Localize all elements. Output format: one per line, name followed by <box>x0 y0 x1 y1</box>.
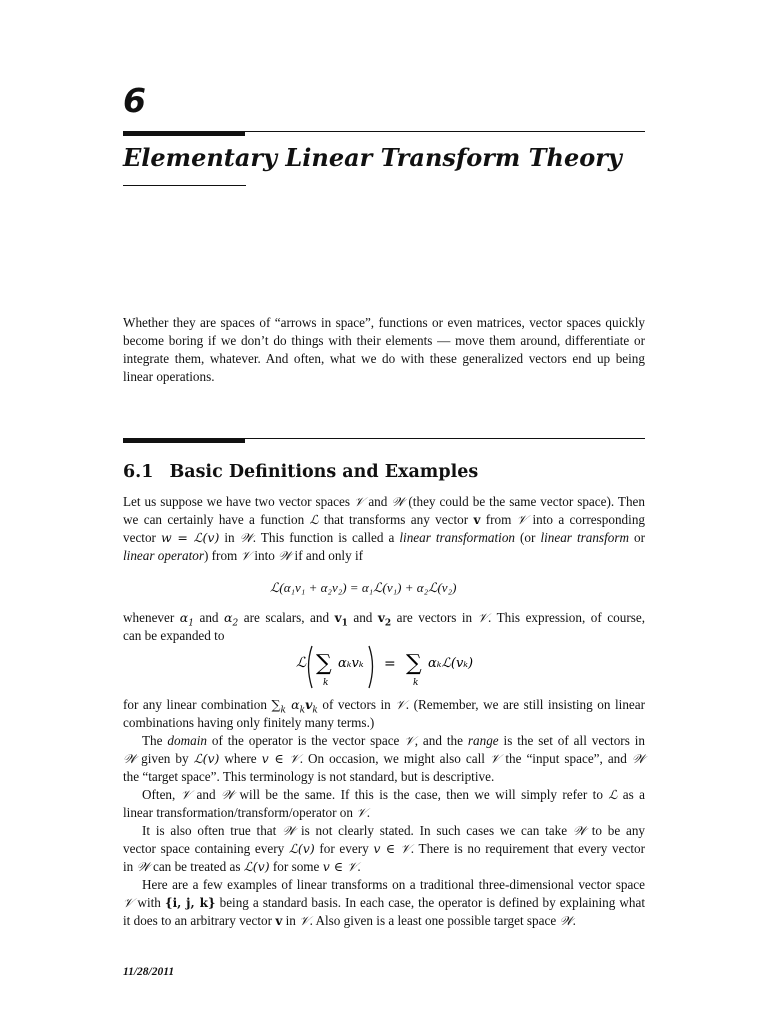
main-line-9: vector space containing every ℒ(v) for every v ∈ 𝒱. There is no requirement that every vector <box>123 841 645 856</box>
main-line-3: The domain of the operator is the vector space 𝒱, and the range is the set of all vectors in <box>142 733 645 748</box>
paragraph-main <box>123 696 645 930</box>
section-rule-thin <box>245 438 645 439</box>
eq2-rhs: αₖℒ(vₖ) <box>428 656 474 671</box>
def-line-1: Let us suppose we have two vector spaces 𝒱 and 𝒲 (they could be the same vector space). Then <box>123 494 645 509</box>
space-W-symbol: 𝒲 <box>391 494 405 509</box>
lincomb-symbol: $\sum_k$ $\alpha_kv_k$ <box>271 697 318 716</box>
equation-linearity: ℒ(α₁v₁ + α₂v₂) = α₁ℒ(v₁) + α₂ℒ(v₂) <box>270 580 457 595</box>
eq2-operator: ℒ <box>296 655 307 671</box>
main-line-1: for any linear combination $\sum_k$ $\alpha_kv_k$ of vectors in 𝒱. (Remember, we are still insisting on linear <box>123 697 646 716</box>
chapter-rule-thin <box>245 131 645 132</box>
section-heading <box>123 462 478 482</box>
equation-sum <box>296 642 536 692</box>
paragraph-definition <box>123 493 645 565</box>
def-line-2: we can certainly have a function ℒ that transforms any vector v from 𝒱 into a corresponding <box>123 512 646 527</box>
eq2-sum-left-index: k <box>323 678 329 688</box>
main-line-5: the “target space”. This terminology is not standard, but is descriptive. <box>123 769 495 784</box>
w-equals-Lv: w = ℒ(v) <box>160 530 220 545</box>
eq2-equals: = <box>384 656 396 672</box>
intro-line-3: integrate them, whatever. And often, what we do with these generalized vectors end up being <box>123 351 645 366</box>
term-linear-transform: linear transform <box>540 530 629 545</box>
space-V-symbol: 𝒱 <box>353 494 365 509</box>
section-title: Basic Definitions and Examples <box>169 462 479 482</box>
eq2-sum-right: ∑ <box>406 651 422 676</box>
eq2-sum-left: ∑ <box>316 651 332 676</box>
main-line-7: linear transformation/transform/operator on 𝒱. <box>123 805 370 820</box>
main-line-11: Here are a few examples of linear transforms on a traditional three-dimensional vector space <box>142 877 645 892</box>
term-linear-transformation: linear transformation <box>399 530 516 545</box>
term-domain: domain <box>167 733 207 748</box>
paragraph-whenever <box>123 609 645 645</box>
main-line-2: combinations having only finitely many terms.) <box>123 715 375 730</box>
main-line-6: Often, 𝒱 and 𝒲 will be the same. If this is the case, then we will simply refer to ℒ as a <box>142 787 645 802</box>
eq2-sum-right-index: k <box>413 678 419 688</box>
chapter-title: Elementary Linear Transform Theory <box>123 143 622 172</box>
section-number: 6.1 <box>123 462 154 482</box>
intro-line-2: become boring if we don’t do things with their elements — move them around, differentiate or <box>123 333 645 348</box>
chapter-rule-thick <box>123 131 245 136</box>
main-line-13: it does to an arbitrary vector v in 𝒱. Also given is a least one possible target space 𝒲. <box>123 913 576 928</box>
term-linear-operator: linear operator <box>123 548 204 563</box>
intro-line-1: Whether they are spaces of “arrows in space”, functions or even matrices, vector spaces quickly <box>123 315 645 330</box>
vector-v-symbol: v <box>473 513 481 527</box>
intro-paragraph <box>123 314 645 386</box>
whenever-line-2: can be expanded to <box>123 628 225 643</box>
chapter-number: 6 <box>123 81 146 120</box>
main-line-4: 𝒲 given by ℒ(v) where v ∈ 𝒱. On occasion, we might also call 𝒱 the “input space”, and 𝒲 <box>123 751 645 766</box>
chapter-title-underline <box>123 185 246 186</box>
main-line-10: in 𝒲 can be treated as ℒ(v) for some v ∈ 𝒱. <box>123 859 361 874</box>
operator-L-symbol: ℒ <box>309 512 319 527</box>
whenever-line-1: whenever $\alpha_1$ and $\alpha_2$ are scalars, and $v_1$ and $v_2$ are vectors in 𝒱. This expression, of course, <box>123 610 645 629</box>
intro-line-4: linear operations. <box>123 369 215 384</box>
section-rule-thick <box>123 438 245 443</box>
footer-date: 11/28/2011 <box>123 966 175 978</box>
def-line-3: vector w = ℒ(v) in 𝒲. This function is called a linear transformation (or linear transform or <box>123 530 645 545</box>
def-line-4: linear operator) from 𝒱 into 𝒲 if and only if <box>123 548 364 563</box>
eq2-inner: αₖvₖ <box>338 656 364 671</box>
main-line-12: 𝒱 with {i, j, k} being a standard basis. In each case, the operator is defined by explaining what <box>123 895 645 910</box>
basis-symbol: {i, j, k} <box>164 896 216 910</box>
main-line-8: It is also often true that 𝒲 is not clearly stated. In such cases we can take 𝒲 to be any <box>142 823 646 838</box>
term-range: range <box>467 733 499 748</box>
